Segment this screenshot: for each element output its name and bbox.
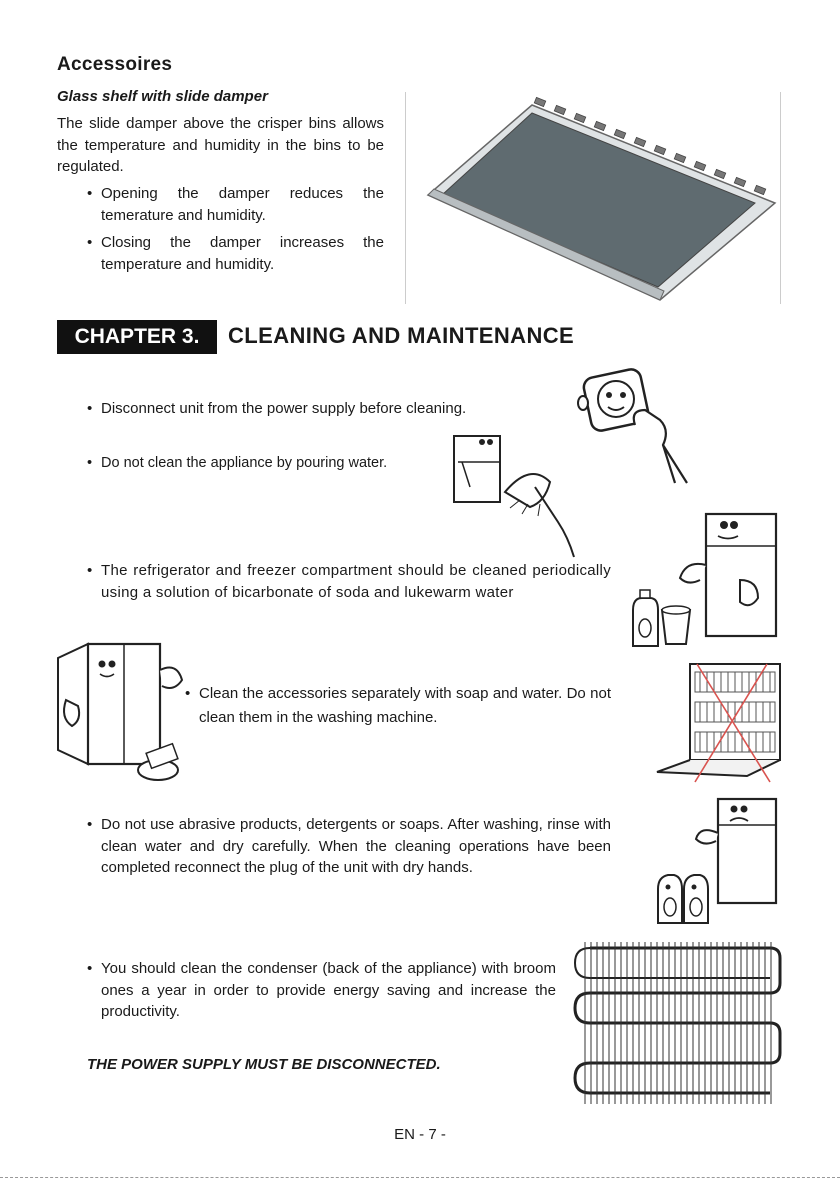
bullet-item: • Closing the damper increases the temperature and humidity. (87, 234, 384, 273)
page-edge (0, 1177, 840, 1178)
fridge-cleaning-supplies-icon (628, 510, 783, 650)
chapter-label: CHAPTER 3. (57, 320, 217, 354)
instruction-item: • Do not clean the appliance by pouring water. (87, 455, 388, 471)
section-title: Accessoires (57, 54, 173, 75)
fridge-water-spray-icon (450, 432, 585, 557)
open-fridge-cleaning-icon (52, 640, 192, 790)
intro-paragraph: The slide damper above the crisper bins allows the temperature and humidity in the bins to be regulated. (57, 115, 384, 175)
chapter-title: CLEANING AND MAINTENANCE (228, 323, 575, 348)
instruction-item: • You should clean the condenser (back of the appliance) with broom ones a year in order to provide energy saving and increase the productivity. (87, 960, 556, 1020)
instruction-item: • The refrigerator and freezer compartment should be cleaned periodically using a solution of bicarbonate of soda and lukewarm water (87, 562, 611, 601)
sad-fridge-detergents-icon (650, 795, 782, 927)
divider (780, 92, 781, 304)
divider (405, 92, 406, 304)
instruction-item: • Disconnect unit from the power supply before cleaning. (87, 400, 467, 417)
page-number: EN - 7 - (394, 1126, 446, 1143)
power-socket-hand-icon (575, 365, 690, 490)
dishwasher-crossed-icon (655, 660, 783, 785)
power-warning: THE POWER SUPPLY MUST BE DISCONNECTED. (87, 1056, 441, 1073)
bullet-item: • Opening the damper reduces the temerature and humidity. (87, 185, 384, 224)
glass-shelf-icon (420, 95, 780, 305)
condenser-coil-icon (570, 938, 785, 1108)
instruction-item: • Do not use abrasive products, detergents or soaps. After washing, rinse with clean water and dry carefully. When the cleaning operations have been completed reconnect the plug of the unit with dry hands. (87, 816, 611, 876)
instruction-item: • Clean the accessories separately with soap and water. Do not clean them in the washing machine. (185, 685, 611, 726)
section-subtitle: Glass shelf with slide damper (57, 88, 268, 105)
